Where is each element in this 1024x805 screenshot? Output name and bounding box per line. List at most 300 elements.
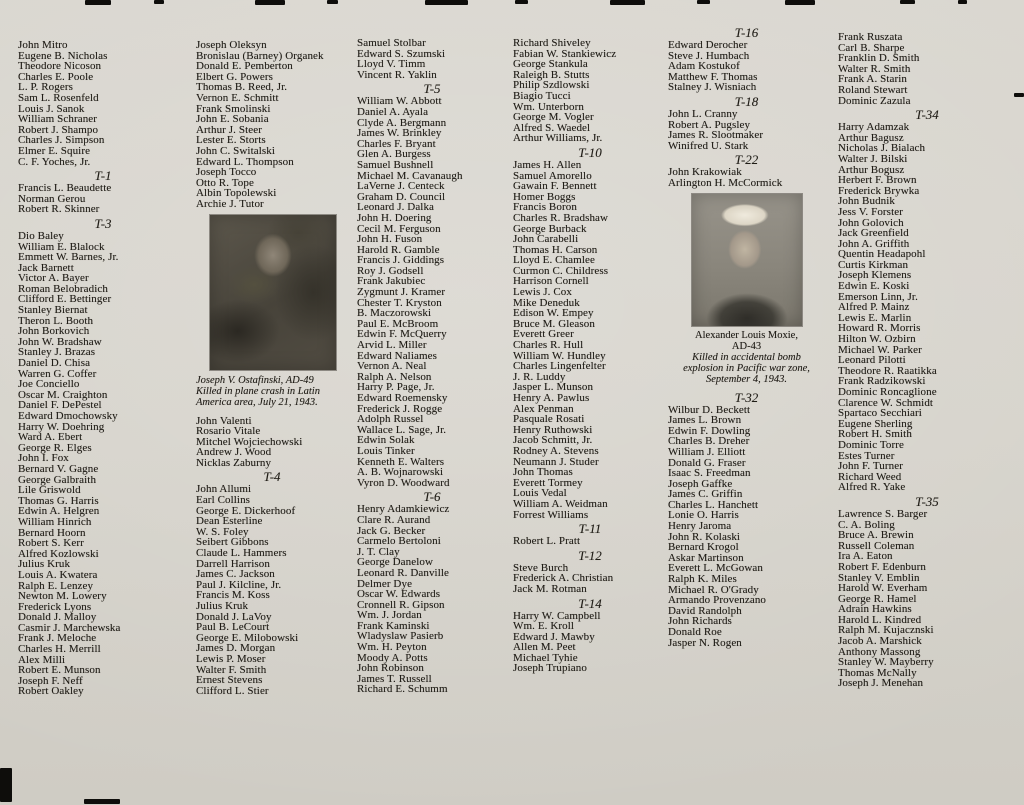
person-name: Harry P. Page, Jr. [357,381,435,394]
person-name: Harold W. Everham [838,582,928,595]
person-name: Francis L. Beaudette [18,182,112,195]
person-name: James L. Brown [668,414,742,427]
person-name: Arthur Bogusz [838,163,905,176]
person-name: George M. Vogler [513,111,594,124]
person-name: Eugene Sherling [838,417,913,430]
person-name: B. Maczorowski [357,307,432,320]
person-name: Frederick Lyons [18,600,92,613]
person-name: Dean Esterline [196,515,263,528]
person-name: Joseph Trupiano [513,662,587,675]
person-name: Frank A. Starin [838,73,908,86]
person-name: Jacob A. Marshick [838,635,922,648]
person-name: George Danelow [357,556,434,569]
person-name: Kenneth E. Walters [357,455,445,468]
person-name: Leonard R. Danville [357,566,450,579]
person-name: J. R. Luddy [513,370,566,383]
person-name: James W. Brinkley [357,127,442,140]
person-name: Charles E. Poole [18,70,94,83]
person-name: George E. Dickerhoof [196,504,296,517]
person-name: Clyde A. Bergmann [357,116,447,129]
person-name: Donald J. Malloy [18,611,97,624]
person-name: John E. Sobania [196,113,269,126]
scan-mark [785,0,815,5]
person-name: Adrain Hawkins [838,603,912,616]
person-name: Claude L. Hammers [196,547,287,560]
person-name: John Allumi [196,483,252,496]
person-name: Julius Kruk [196,600,249,612]
person-name: Lonie O. Harris [668,509,739,522]
person-name: John F. Turner [838,460,904,473]
person-name: Daniel D. Chisa [18,357,91,370]
person-name: Edward S. Szumski [357,47,446,60]
person-name: John R. Kolaski [668,530,741,543]
person-name: Arthur J. Steer [196,123,262,136]
person-name: Lawrence S. Barger [838,507,928,520]
person-name: Charles L. Hanchett [668,498,759,511]
person-name: Dominic Zazula [838,94,911,107]
person-name: William Hinrich [18,515,92,528]
person-name: Arthur Bagusz [838,131,904,144]
person-name: Emmett W. Barnes, Jr. [18,251,119,264]
person-name: Wm. H. Peyton [357,641,427,654]
person-name: Ralph A. Nelson [357,370,432,383]
person-name: LaVerne J. Centeck [357,180,445,193]
person-name: Moody A. Potts [357,651,428,664]
person-name: Estes Turner [838,449,895,462]
person-name: William Schraner [18,113,98,126]
person-name: Lile Griswold [18,484,81,497]
person-name: Robert A. Pugsley [668,118,751,131]
person-name: Samuel Stolbar [357,37,426,49]
person-name: John Budnik [838,195,896,208]
person-name: L. P. Rogers [18,81,73,94]
person-name: Richard Shiveley [513,37,591,49]
person-name: Nicklas Zaburny [196,456,272,469]
person-name: Theodore Nicoson [18,60,102,73]
person-name: Clifford L. Stier [196,684,269,697]
section-header: T-22 [734,152,759,168]
person-name: Arvid L. Miller [357,339,427,352]
person-name: James H. Allen [513,158,582,171]
person-name: Jack G. Becker [357,524,426,537]
person-name: Robert J. Shampo [18,123,99,136]
person-name: Lloyd E. Chamlee [513,254,595,267]
person-name: John C. Switalski [196,144,276,157]
photo-caption: AD-43 [731,340,762,352]
scan-mark [85,0,111,5]
person-name: William E. Blalock [18,240,105,253]
person-name: Neumann J. Studer [513,455,599,468]
person-name: Curmon C. Childress [513,264,609,277]
person-name: John Thomas [513,466,573,479]
person-name: Everett Tormey [513,476,583,489]
person-name: Paul B. LeCourt [196,621,270,634]
person-name: Charles R. Hull [513,339,584,352]
person-name: Michael Tyhie [513,651,578,664]
person-name: Emerson Linn, Jr. [838,290,918,303]
person-name: Harry W. Campbell [513,609,601,622]
person-name: Alfred P. Mainz [838,301,910,314]
person-name: Frank Smolinski [196,102,271,115]
person-name: Ira A. Eaton [838,550,893,563]
person-name: Ralph E. Lenzey [18,579,94,592]
person-name: Cronnell R. Gipson [357,598,445,611]
person-name: George Burback [513,222,587,235]
scan-mark [958,0,967,4]
person-name: Arthur Williams, Jr. [513,132,603,145]
person-name: Askar Martinson [668,551,744,564]
person-name: Nicholas J. Bialach [838,142,926,155]
person-name: Pasquale Rosati [513,413,585,426]
person-name: Warren G. Coffer [18,367,97,380]
person-name: John Golovich [838,216,904,229]
person-name: Edison W. Empey [513,307,594,320]
person-name: Curtis Kirkman [838,258,909,271]
section-header: T-18 [734,93,759,109]
person-name: Harold R. Gamble [357,243,440,256]
person-name: Oscar W. Edwards [357,588,441,601]
person-name: Steve Burch [513,561,569,574]
person-name: Frederick A. Christian [513,572,614,585]
column-2 [196,40,348,696]
person-name: Donald Roe [668,626,722,638]
person-name: Eugene B. Nicholas [18,49,108,62]
person-name: Harry Adamzak [838,121,910,134]
person-name: John H. Fuson [357,233,423,246]
person-name: Edward J. Mawby [513,630,595,643]
person-name: Carmelo Bertoloni [357,535,441,548]
person-name: James C. Griffin [668,488,743,501]
person-name: Jack Barnett [18,261,74,274]
person-name: Philip Szdlowski [513,79,590,92]
person-name: Chester T. Kryston [357,296,442,309]
person-name: Donald J. LaVoy [196,610,272,623]
person-name: Jasper N. Rogen [668,636,742,649]
person-name: Charles H. Merrill [18,643,101,656]
person-name: W. S. Foley [196,525,249,538]
person-name: Joseph Gaffke [668,477,733,490]
person-name: Earl Collins [196,494,251,507]
person-name: Robert H. Smith [838,428,912,441]
section-header: T-3 [94,215,112,231]
person-name: Julius Kruk [18,558,71,571]
person-name: Lewis J. Cox [513,286,572,299]
person-name: Bronislau (Barney) Organek [196,49,324,62]
person-name: Joe Conciello [18,378,80,391]
person-name: Leonard Pilotti [838,354,906,367]
person-name: J. T. Clay [357,545,400,558]
scan-mark [425,0,468,5]
person-name: Quentin Headapohl [838,248,926,261]
person-name: John A. Griffith [838,237,910,250]
person-name: John Valenti [196,414,252,427]
person-name: Louis Vedal [513,487,567,500]
person-name: Winifred U. Stark [668,139,749,152]
person-name: Vyron D. Woodward [357,476,450,489]
person-name: Stanley V. Emblin [838,571,920,584]
person-name: Henry Jaroma [668,520,732,533]
person-name: Clarence W. Schmidt [838,396,934,409]
photo-caption: Alexander Louis Moxie, [695,329,798,341]
person-name: Frederick J. Rogge [357,402,443,415]
scan-mark [84,799,120,804]
person-name: Robert E. Munson [18,664,101,677]
person-name: Stanley W. Mayberry [838,656,934,669]
spacer [668,385,825,389]
person-name: Steve J. Humbach [668,49,750,62]
section-header: T-12 [578,547,602,563]
person-name: Vincent R. Yaklin [357,68,437,81]
person-name: Clifford E. Bettinger [18,293,112,306]
person-name: James C. Jackson [196,568,275,581]
person-name: Zygmunt J. Kramer [357,286,446,299]
person-name: James R. Slootmaker [668,129,764,142]
person-name: Hilton W. Ozbirn [838,333,916,346]
person-name: Daniel A. Ayala [357,105,429,118]
person-name: Adolph Russel [357,413,424,426]
person-name: Glen A. Burgess [357,148,431,161]
person-name: Dominic Torre [838,438,905,451]
person-name: Joseph F. Neff [18,674,83,687]
person-name: Victor A. Bayer [18,272,89,285]
person-name: George R. Hamel [838,592,917,605]
person-name: John Mitro [18,39,68,51]
person-name: Lewis E. Marlin [838,311,912,324]
person-name: Leonard J. Dalka [357,201,435,214]
person-name: Oscar M. Craighton [18,388,108,401]
person-name: Albin Topolewski [196,187,277,200]
scan-mark [0,768,12,802]
person-name: Everett L. McGowan [668,562,763,575]
person-name: Newton M. Lowery [18,590,107,603]
person-name: Jacob Schmitt, Jr. [513,434,593,447]
person-name: Norman Gerou [18,192,86,205]
person-name: Michael W. Parker [838,343,922,356]
person-name: Donald E. Pemberton [196,60,293,73]
person-name: Paul J. Kilcline, Jr. [196,578,282,591]
person-name: Rodney A. Stevens [513,444,599,457]
person-name: Elbert G. Powers [196,70,274,83]
photo-caption: Killed in plane crash in Latin America area, July 21, 1943. [196,385,320,408]
person-name: Thomas McNally [838,666,917,679]
person-name: John L. Cranny [668,107,738,120]
person-name: Harrison Cornell [513,275,589,288]
person-name: Armando Provenzano [668,594,767,607]
section-header: T-34 [915,107,939,123]
person-name: Ralph K. Miles [668,573,737,586]
person-name: Lewis P. Moser [196,652,266,665]
person-name: Thomas H. Carson [513,243,598,256]
scan-mark [515,0,528,4]
person-name: Joseph Klemens [838,269,912,282]
scan-mark [154,0,164,4]
person-name: Herbert F. Brown [838,174,917,187]
ostafinski-photo [210,215,336,370]
person-name: Jasper L. Munson [513,381,594,394]
person-name: Clare R. Aurand [357,513,431,526]
photo-caption: Joseph V. Ostafinski, AD-49 [196,374,314,386]
person-name: Walter R. Smith [838,62,911,75]
person-name: William J. Elliott [668,445,746,458]
person-name: Homer Boggs [513,190,576,203]
person-name: Adam Kostukof [668,60,740,73]
person-name: David Randolph [668,604,742,617]
person-name: Gawain F. Bennett [513,180,597,193]
person-name: Wm. Unterborn [513,100,584,113]
person-name: John I. Fox [18,452,69,465]
person-name: Harold L. Kindred [838,613,922,626]
person-name: Frank Kaminski [357,619,430,632]
person-name: Elmer E. Squire [18,144,91,157]
scan-mark [1014,93,1024,97]
person-name: Jack Greenfield [838,227,909,240]
person-name: Isaac S. Freedman [668,467,751,480]
person-name: Edwin A. Helgren [18,505,100,518]
person-name: Wladyslaw Pasierb [357,630,444,643]
person-name: Otto R. Tope [196,176,254,189]
person-name: Roland Stewart [838,83,908,96]
person-name: Richard Weed [838,470,902,483]
person-name: John W. Bradshaw [18,335,102,348]
person-name: Franklin D. Smith [838,52,920,65]
person-name: Arlington H. McCormick [668,176,783,189]
person-name: Dominic Roncaglione [838,386,937,398]
person-name: James D. Morgan [196,642,276,655]
person-name: Walter J. Bilski [838,152,908,165]
person-name: John Borkovich [18,325,90,338]
person-name: Everett Greer [513,328,574,341]
person-name: Edwin Solak [357,434,415,447]
person-name: Biagio Tucci [513,89,571,102]
person-name: Lloyd V. Timm [357,58,426,71]
person-name: Francis J. Giddings [357,254,445,267]
person-name: Joseph J. Menehan [838,677,924,690]
person-name: George R. Elges [18,441,92,454]
person-name: Fabian W. Stankiewicz [513,47,617,60]
person-name: Bernard Krogol [668,541,739,554]
section-header: T-14 [578,595,602,611]
person-name: Charles J. Simpson [18,134,105,147]
person-name: Allen M. Peet [513,641,576,654]
person-name: Mike Deneduk [513,296,580,309]
section-header: T-11 [578,521,602,537]
person-name: Robert S. Kerr [18,537,84,550]
person-name: Vernon E. Schmitt [196,91,279,104]
column-6 [838,32,1016,689]
person-name: Stalney J. Wisniach [668,81,757,94]
person-name: Lester E. Storts [196,134,266,147]
person-name: Edward Roemensky [357,392,448,404]
person-name: Donald G. Fraser [668,456,746,469]
person-name: Henry A. Pawlus [513,392,590,404]
person-name: Robert L. Pratt [513,535,581,548]
person-name: William W. Abbott [357,95,442,108]
person-name: Francis M. Koss [196,589,270,602]
person-name: Jess V. Forster [838,205,903,218]
person-name: John H. Doering [357,211,432,224]
person-name: Charles Lingenfelter [513,360,606,373]
person-name: Rosario Vitale [196,425,261,438]
section-header: T-4 [263,469,281,485]
column-5 [668,24,825,648]
person-name: C. F. Yoches, Jr. [18,155,91,168]
person-name: Richard E. Schumm [357,683,448,696]
person-name: Edwin E. Koski [838,280,910,293]
person-name: Thomas G. Harris [18,494,99,507]
person-name: Graham D. Council [357,190,446,203]
person-name: Darrell Harrison [196,557,270,570]
person-name: Theodore R. Raatikka [838,364,937,377]
person-name: Forrest Williams [513,508,589,521]
person-name: Frank Jakubiec [357,275,426,288]
person-name: James T. Russell [357,672,432,685]
person-name: Charles R. Bradshaw [513,211,609,224]
person-name: Alfred Kozlowski [18,547,99,560]
person-name: Frank J. Meloche [18,632,97,645]
person-name: Samuel Amorello [513,169,592,182]
person-name: Dio Baley [18,229,64,242]
section-header: T-5 [423,81,441,97]
person-name: Frederick Brywka [838,184,920,197]
person-name: Harry W. Doehring [18,420,105,433]
column-3 [357,38,507,695]
section-header: T-32 [734,389,759,405]
person-name: Edward L. Thompson [196,155,294,168]
person-name: William A. Weidman [513,497,608,510]
person-name: Samuel Bushnell [357,158,434,171]
person-name: Edward Naliames [357,349,437,362]
person-name: Daniel F. DePestel [18,399,102,412]
scan-mark [610,0,645,5]
person-name: Matthew F. Thomas [668,70,758,83]
person-name: Edwin F. Dowling [668,424,751,437]
person-name: Stanley J. Brazas [18,346,96,359]
person-name: Henry Adamkiewicz [357,503,450,516]
person-name: Frank Radzikowski [838,375,926,388]
person-name: Wilbur D. Beckett [668,403,751,416]
section-header: T-6 [423,489,441,505]
person-name: Edward Derocher [668,39,748,51]
person-name: Spartaco Secchiari [838,407,922,420]
person-name: Walter F. Smith [196,663,267,676]
person-name: Seibert Gibbons [196,536,269,549]
person-name: George Stankula [513,58,588,71]
person-name: Joseph Oleksyn [196,39,267,51]
person-name: C. A. Boling [838,518,895,531]
person-name: Wm. J. Jordan [357,609,422,622]
person-name: Alfred R. Yake [838,481,906,494]
person-name: Wallace L. Sage, Jr. [357,423,447,436]
person-name: Theron L. Booth [18,314,94,327]
person-name: Francis Boron [513,201,577,214]
person-name: Robert R. Skinner [18,203,100,216]
person-name: Thomas B. Reed, Jr. [196,81,288,94]
person-name: Alfred S. Waedel [513,121,591,134]
person-name: William W. Hundley [513,349,606,362]
person-name: John Robinson [357,662,425,675]
scan-mark [900,0,915,4]
person-name: Joseph Tocco [196,166,257,179]
person-name: Howard R. Morris [838,322,921,335]
person-name: Robert Oakley [18,685,84,698]
person-name: Delmer Dye [357,577,413,590]
person-name: Alex Penman [513,402,574,415]
person-name: George E. Milobowski [196,631,299,644]
section-header: T-16 [734,25,759,40]
column-1 [18,40,188,697]
person-name: Robert F. Edenburn [838,560,926,573]
person-name: Edwin F. McQuerry [357,328,447,341]
